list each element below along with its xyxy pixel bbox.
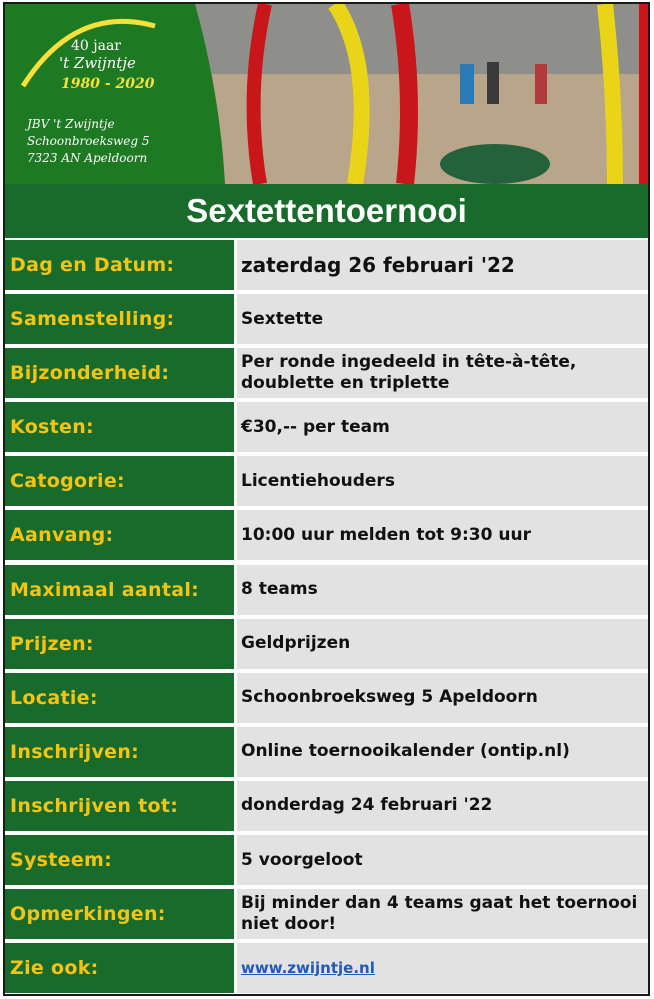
address-line-2: Schoonbroeksweg 5 — [27, 134, 150, 148]
row-value: Bij minder dan 4 teams gaat het toernooi niet door! — [237, 889, 648, 939]
row-label: Locatie: — [5, 673, 234, 723]
info-row-registration — [5, 727, 648, 777]
row-value: donderdag 24 februari '22 — [237, 781, 648, 831]
row-value: Sextette — [237, 294, 648, 344]
row-value: zaterdag 26 februari '22 — [237, 240, 648, 290]
row-label: Systeem: — [5, 835, 234, 885]
info-row-category — [5, 456, 648, 506]
row-label: Opmerkingen: — [5, 889, 234, 939]
info-row-start — [5, 510, 648, 560]
row-value: 8 teams — [237, 565, 648, 615]
row-label: Kosten: — [5, 402, 234, 452]
info-row-particularity — [5, 348, 648, 398]
anniversary-label: 40 jaar — [71, 38, 121, 54]
poster-frame — [3, 2, 650, 996]
page-title: Sextettentoernooi — [5, 184, 648, 238]
info-row-composition — [5, 294, 648, 344]
info-table — [5, 240, 648, 996]
row-label: Maximaal aantal: — [5, 565, 234, 615]
row-label: Bijzonderheid: — [5, 348, 234, 398]
row-label: Dag en Datum: — [5, 240, 234, 290]
info-row-costs — [5, 402, 648, 452]
row-value: €30,-- per team — [237, 402, 648, 452]
address-line-3: 7323 AN Apeldoorn — [27, 151, 148, 165]
info-row-location — [5, 673, 648, 723]
row-label: Samenstelling: — [5, 294, 234, 344]
row-label: Aanvang: — [5, 510, 234, 560]
header-banner — [5, 4, 648, 184]
info-row-prizes — [5, 619, 648, 669]
row-label: Prijzen: — [5, 619, 234, 669]
info-row-see-also — [5, 943, 648, 993]
row-value: 10:00 uur melden tot 9:30 uur — [237, 510, 648, 560]
row-value: Online toernooikalender (ontip.nl) — [237, 727, 648, 777]
club-short-name: 't Zwijntje — [59, 54, 136, 72]
row-value: Per ronde ingedeeld in tête-à-tête, doublette en triplette — [237, 348, 648, 398]
row-label: Catogorie: — [5, 456, 234, 506]
row-label: Inschrijven: — [5, 727, 234, 777]
row-value: Licentiehouders — [237, 456, 648, 506]
row-value: Geldprijzen — [237, 619, 648, 669]
row-label: Zie ook: — [5, 943, 234, 993]
row-value: Schoonbroeksweg 5 Apeldoorn — [237, 673, 648, 723]
website-link[interactable]: www.zwijntje.nl — [241, 958, 375, 977]
info-row-remarks — [5, 889, 648, 939]
info-row-max — [5, 565, 648, 615]
years-label: 1980 - 2020 — [61, 76, 155, 92]
info-row-system — [5, 835, 648, 885]
row-value — [237, 943, 648, 993]
info-row-registration-deadline — [5, 781, 648, 831]
row-value: 5 voorgeloot — [237, 835, 648, 885]
row-label: Inschrijven tot: — [5, 781, 234, 831]
info-row-date — [5, 240, 648, 290]
address-line-1: JBV 't Zwijntje — [27, 117, 115, 131]
